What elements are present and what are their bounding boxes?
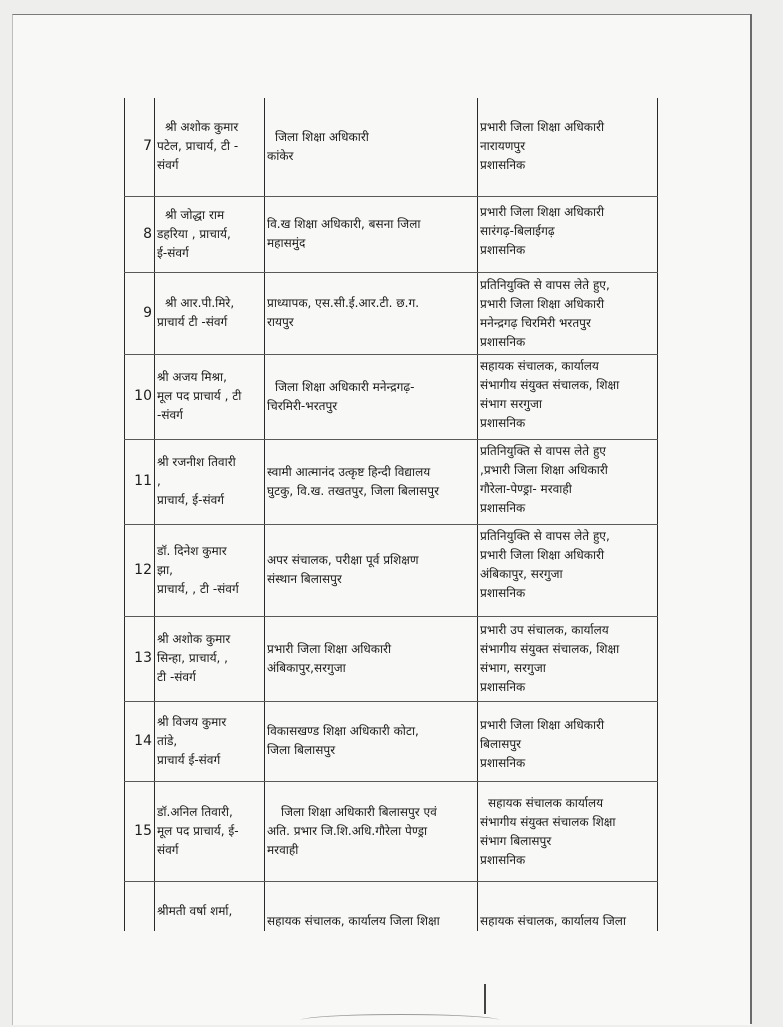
new-posting-line: सहायक संचालक, कार्यालय [480,358,599,373]
current-posting [265,196,478,272]
current-posting [265,881,478,931]
serial-number: 14 [125,701,155,781]
current-posting-line: अंबिकापुर,सरगुजा [267,660,346,675]
table-row [125,701,658,781]
table-row [125,881,658,931]
new-posting-line: प्रभारी जिला शिक्षा अधिकारी [480,296,605,311]
table-row [125,524,658,616]
new-posting-line: संभाग सरगुजा [480,396,543,411]
new-posting-line: बिलासपुर [480,736,522,751]
new-posting [478,701,658,781]
table-row [125,616,658,701]
table-row [125,354,658,439]
current-posting-line: प्राध्यापक, एस.सी.ई.आर.टी. छ.ग. [267,296,420,310]
serial-number: 8 [125,196,155,272]
name-line: सिन्हा, प्राचार्य, , [157,651,228,665]
table-row [125,196,658,272]
officer-name-designation [155,781,265,881]
serial-number: 11 [125,439,155,524]
name-line: -संवर्ग [157,408,183,422]
name-line: श्री अजय मिश्रा, [157,370,227,384]
new-posting-line: अंबिकापुर, सरगुजा [480,566,563,581]
name-line: प्राचार्य, ई-संवर्ग [157,493,225,507]
new-posting-line: सहायक संचालक कार्यालय [488,795,604,810]
name-line: पटेल, प्राचार्य, टी - [157,139,239,154]
serial-number [125,881,155,931]
new-posting-line: संभाग बिलासपुर [480,833,552,848]
serial-number: 13 [125,616,155,701]
new-posting-line: नारायणपुर [480,139,526,153]
officer-name-designation [155,354,265,439]
current-posting [265,439,478,524]
table-row [125,781,658,881]
serial-number: 9 [125,272,155,354]
current-posting-line: महासमुंद [267,236,306,250]
scan-mark [484,984,486,1014]
current-posting-line: प्रभारी जिला शिक्षा अधिकारी [267,641,392,656]
name-line: श्री विजय कुमार [157,714,227,729]
new-posting-line: सारंगढ़-बिलाईगढ़ [480,223,555,238]
new-posting-line: प्रभारी जिला शिक्षा अधिकारी [480,547,605,562]
current-posting-line: स्वामी आत्मानंद उत्कृष्ट हिन्दी विद्यालय [267,464,431,479]
current-posting-line: अति. प्रभार जि.शि.अधि.गौरेला पेण्ड्रा [267,823,428,838]
new-posting-line: प्रतिनियुक्ति से वापस लेते हुए [480,443,606,458]
new-posting-line: प्रशासनिक [480,158,526,172]
table-row [125,272,658,354]
officer-name-designation [155,272,265,354]
officer-name-designation [155,98,265,196]
current-posting-line: संस्थान बिलासपुर [267,572,342,586]
scan-curve-mark [300,1014,500,1027]
new-posting-line: प्रशासनिक [480,679,526,694]
page-right-edge [750,14,752,1024]
new-posting-line: प्रभारी जिला शिक्षा अधिकारी [480,120,605,134]
new-posting [478,616,658,701]
new-posting-line: सहायक संचालक, कार्यालय जिला [480,913,626,928]
serial-number: 12 [125,524,155,616]
officer-name-designation [155,881,265,931]
new-posting [478,196,658,272]
name-line: श्री अशोक कुमार [157,632,231,646]
name-line: प्राचार्य टी -संवर्ग [157,315,228,329]
name-line: प्राचार्य, , टी -संवर्ग [157,581,239,596]
new-posting-line: प्रशासनिक [480,585,526,600]
current-posting [265,701,478,781]
new-posting-line: संभागीय संयुक्त संचालक, शिक्षा [480,377,620,392]
current-posting-line: सहायक संचालक, कार्यालय जिला शिक्षा [267,913,440,928]
name-line: श्री आर.पी.मिरे, [165,296,235,310]
serial-number: 7 [125,98,155,196]
current-posting [265,616,478,701]
name-line: प्राचार्य ई-संवर्ग [157,752,221,767]
current-posting-line: जिला बिलासपुर [267,743,336,757]
current-posting-line: मरवाही [267,842,299,857]
name-line: श्री अशोक कुमार [165,120,239,135]
serial-number: 10 [125,354,155,439]
current-posting-line: जिला शिक्षा अधिकारी बिलासपुर एवं [281,804,437,819]
table-row [125,98,658,196]
name-line: टी -संवर्ग [157,670,196,684]
new-posting [478,354,658,439]
current-posting [265,98,478,196]
name-line: ई-संवर्ग [157,245,189,260]
current-posting-line: घुटकु, वि.ख. तखतपुर, जिला बिलासपुर [267,483,439,498]
current-posting-line: चिरमिरी-भरतपुर [267,398,338,413]
new-posting-line: प्रशासनिक [480,415,526,430]
current-posting-line: वि.ख शिक्षा अधिकारी, बसना जिला [267,217,421,231]
name-line: डॉ. दिनेश कुमार [157,543,227,558]
officer-name-designation [155,616,265,701]
table-row [125,439,658,524]
name-line: श्री जोद्धा राम [165,207,225,222]
name-line: डहरिया , प्राचार्य, [157,226,231,241]
new-posting-line: प्रशासनिक [480,500,526,515]
new-posting-line: प्रभारी जिला शिक्षा अधिकारी [480,204,605,219]
name-line: श्री रजनीश तिवारी [157,455,236,469]
new-posting-line: प्रशासनिक [480,242,526,257]
name-line: मूल पद प्राचार्य, ई- [157,823,239,838]
new-posting [478,439,658,524]
current-posting [265,524,478,616]
name-line: तांडे, [157,733,178,748]
new-posting [478,881,658,931]
new-posting-line: मनेन्द्रगढ़ चिरमिरी भरतपुर [480,315,591,330]
current-posting-line: अपर संचालक, परीक्षा पूर्व प्रशिक्षण [267,553,419,567]
transfer-order-table [124,98,658,931]
new-posting-line: संभागीय संयुक्त संचालक, शिक्षा [480,641,620,656]
new-posting [478,781,658,881]
new-posting-line: संभाग, सरगुजा [480,660,546,675]
new-posting-line: ,प्रभारी जिला शिक्षा अधिकारी [480,462,608,477]
new-posting-line: प्रतिनियुक्ति से वापस लेते हुए, [480,528,610,543]
new-posting-line: प्रभारी उप संचालक, कार्यालय [480,622,609,637]
new-posting-line: संभागीय संयुक्त संचालक शिक्षा [480,814,616,829]
new-posting-line: प्रभारी जिला शिक्षा अधिकारी [480,717,605,732]
current-posting-line: विकासखण्ड शिक्षा अधिकारी कोटा, [267,724,419,738]
current-posting [265,781,478,881]
current-posting-line: कांकेर [267,148,294,163]
serial-number: 15 [125,781,155,881]
new-posting [478,524,658,616]
officer-name-designation [155,701,265,781]
officer-name-designation [155,196,265,272]
officer-name-designation [155,524,265,616]
new-posting-line: प्रशासनिक [480,755,526,770]
name-line: झा, [157,562,173,577]
current-posting-line: जिला शिक्षा अधिकारी मनेन्द्रगढ़- [275,379,415,394]
current-posting [265,272,478,354]
name-line: संवर्ग [157,842,179,857]
name-line: , [157,474,161,488]
current-posting-line: रायपुर [267,315,294,329]
new-posting-line: प्रशासनिक [480,852,526,867]
new-posting-line: प्रतिनियुक्ति से वापस लेते हुए, [480,277,610,292]
current-posting [265,354,478,439]
officer-name-designation [155,439,265,524]
current-posting-line: जिला शिक्षा अधिकारी [275,129,369,144]
name-line: डॉ.अनिल तिवारी, [157,804,233,819]
new-posting [478,272,658,354]
name-line: मूल पद प्राचार्य , टी [157,389,242,403]
name-line: श्रीमती वर्षा शर्मा, [157,903,233,918]
name-line: संवर्ग [157,158,179,173]
new-posting-line: गौरेला-पेण्ड्रा- मरवाही [480,481,572,496]
new-posting-line: प्रशासनिक [480,334,526,349]
new-posting [478,98,658,196]
